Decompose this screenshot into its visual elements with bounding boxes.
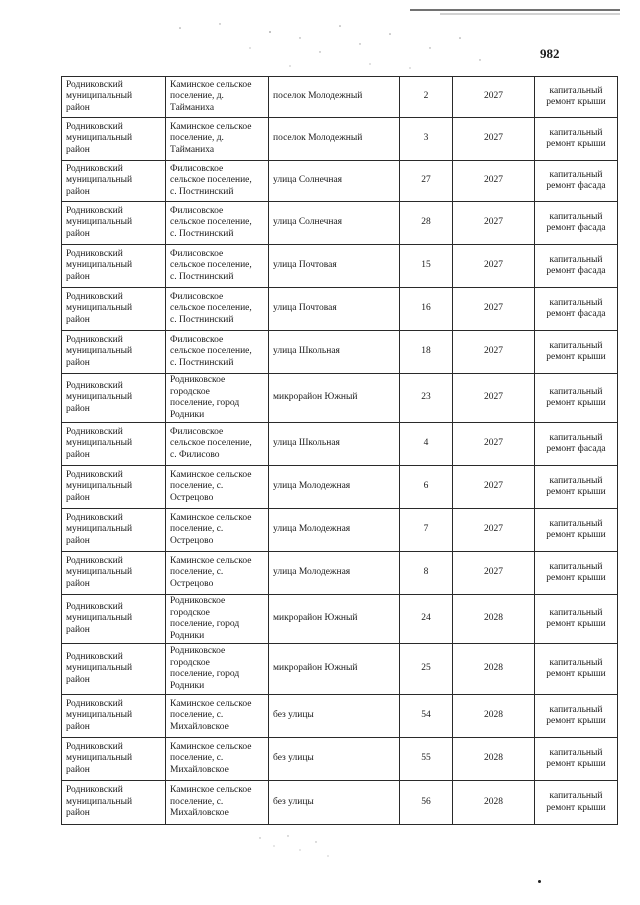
cell-settlement: Каминское сельское поселение, д. Тайманиха	[166, 77, 269, 118]
cell-house-number: 8	[400, 552, 453, 595]
cell-house-number: 4	[400, 423, 453, 466]
cell-year: 2027	[453, 423, 535, 466]
cell-house-number: 55	[400, 738, 453, 781]
table-row	[62, 423, 618, 466]
cell-street: поселок Молодежный	[269, 118, 400, 161]
cell-settlement: Филисовское сельское поселение, с. Постнинский	[166, 202, 269, 245]
cell-year: 2027	[453, 552, 535, 595]
cell-house-number: 2	[400, 77, 453, 118]
cell-district: Родниковский муниципальный район	[62, 423, 166, 466]
table-row	[62, 644, 618, 695]
cell-district: Родниковский муниципальный район	[62, 77, 166, 118]
scan-dot	[538, 880, 541, 883]
scan-noise-top	[60, 8, 620, 78]
table-row	[62, 77, 618, 118]
cell-year: 2027	[453, 331, 535, 374]
cell-year: 2027	[453, 161, 535, 202]
table-row	[62, 202, 618, 245]
cell-street: улица Молодежная	[269, 509, 400, 552]
table-row	[62, 552, 618, 595]
cell-street: улица Почтовая	[269, 245, 400, 288]
cell-district: Родниковский муниципальный район	[62, 781, 166, 825]
cell-house-number: 16	[400, 288, 453, 331]
cell-settlement: Каминское сельское поселение, с. Михайловское	[166, 781, 269, 825]
cell-house-number: 28	[400, 202, 453, 245]
cell-year: 2028	[453, 595, 535, 644]
cell-street: без улицы	[269, 695, 400, 738]
cell-work-type: капитальный ремонт крыши	[535, 644, 618, 695]
cell-district: Родниковский муниципальный район	[62, 331, 166, 374]
cell-work-type: капитальный ремонт крыши	[535, 781, 618, 825]
cell-district: Родниковский муниципальный район	[62, 118, 166, 161]
cell-settlement: Родниковское городское поселение, город Родники	[166, 374, 269, 423]
cell-district: Родниковский муниципальный район	[62, 245, 166, 288]
cell-street: улица Почтовая	[269, 288, 400, 331]
table-row	[62, 331, 618, 374]
cell-year: 2027	[453, 509, 535, 552]
scan-noise-bottom	[240, 828, 360, 868]
cell-house-number: 23	[400, 374, 453, 423]
cell-year: 2027	[453, 374, 535, 423]
cell-work-type: капитальный ремонт фасада	[535, 202, 618, 245]
cell-work-type: капитальный ремонт крыши	[535, 738, 618, 781]
cell-district: Родниковский муниципальный район	[62, 202, 166, 245]
cell-street: микрорайон Южный	[269, 595, 400, 644]
cell-settlement: Родниковское городское поселение, город Родники	[166, 595, 269, 644]
cell-work-type: капитальный ремонт крыши	[535, 509, 618, 552]
cell-settlement: Каминское сельское поселение, д. Тайманиха	[166, 118, 269, 161]
cell-house-number: 24	[400, 595, 453, 644]
cell-work-type: капитальный ремонт крыши	[535, 331, 618, 374]
cell-district: Родниковский муниципальный район	[62, 595, 166, 644]
cell-year: 2027	[453, 118, 535, 161]
registry-table	[61, 76, 618, 825]
cell-year: 2028	[453, 695, 535, 738]
cell-settlement: Филисовское сельское поселение, с. Постнинский	[166, 245, 269, 288]
cell-house-number: 54	[400, 695, 453, 738]
cell-work-type: капитальный ремонт крыши	[535, 552, 618, 595]
cell-house-number: 15	[400, 245, 453, 288]
cell-street: улица Солнечная	[269, 161, 400, 202]
cell-district: Родниковский муниципальный район	[62, 509, 166, 552]
cell-house-number: 7	[400, 509, 453, 552]
cell-street: без улицы	[269, 781, 400, 825]
cell-year: 2028	[453, 644, 535, 695]
cell-district: Родниковский муниципальный район	[62, 552, 166, 595]
cell-district: Родниковский муниципальный район	[62, 288, 166, 331]
cell-house-number: 56	[400, 781, 453, 825]
cell-work-type: капитальный ремонт крыши	[535, 374, 618, 423]
cell-work-type: капитальный ремонт фасада	[535, 161, 618, 202]
table-row	[62, 781, 618, 825]
page-number: 982	[540, 46, 560, 61]
table-row	[62, 161, 618, 202]
table-row	[62, 288, 618, 331]
cell-street: улица Молодежная	[269, 552, 400, 595]
cell-work-type: капитальный ремонт крыши	[535, 77, 618, 118]
table-row	[62, 509, 618, 552]
table-row	[62, 738, 618, 781]
cell-street: без улицы	[269, 738, 400, 781]
cell-work-type: капитальный ремонт крыши	[535, 466, 618, 509]
cell-work-type: капитальный ремонт крыши	[535, 595, 618, 644]
cell-district: Родниковский муниципальный район	[62, 374, 166, 423]
cell-street: улица Школьная	[269, 331, 400, 374]
cell-year: 2028	[453, 781, 535, 825]
cell-settlement: Каминское сельское поселение, с. Михайловское	[166, 738, 269, 781]
cell-district: Родниковский муниципальный район	[62, 738, 166, 781]
cell-district: Родниковский муниципальный район	[62, 695, 166, 738]
cell-settlement: Филисовское сельское поселение, с. Постнинский	[166, 161, 269, 202]
cell-street: улица Солнечная	[269, 202, 400, 245]
cell-settlement: Филисовское сельское поселение, с. Постнинский	[166, 331, 269, 374]
cell-work-type: капитальный ремонт фасада	[535, 423, 618, 466]
cell-house-number: 3	[400, 118, 453, 161]
cell-street: микрорайон Южный	[269, 644, 400, 695]
cell-settlement: Филисовское сельское поселение, с. Постнинский	[166, 288, 269, 331]
cell-work-type: капитальный ремонт фасада	[535, 288, 618, 331]
cell-district: Родниковский муниципальный район	[62, 161, 166, 202]
cell-settlement: Каминское сельское поселение, с. Михайловское	[166, 695, 269, 738]
table-row	[62, 118, 618, 161]
table-row	[62, 466, 618, 509]
cell-year: 2027	[453, 202, 535, 245]
table-row	[62, 245, 618, 288]
table-row	[62, 695, 618, 738]
table-row	[62, 374, 618, 423]
cell-year: 2027	[453, 245, 535, 288]
cell-year: 2028	[453, 738, 535, 781]
cell-year: 2027	[453, 77, 535, 118]
cell-year: 2027	[453, 288, 535, 331]
cell-settlement: Каминское сельское поселение, с. Острецово	[166, 466, 269, 509]
cell-year: 2027	[453, 466, 535, 509]
cell-settlement: Филисовское сельское поселение, с. Филисово	[166, 423, 269, 466]
table-row	[62, 595, 618, 644]
cell-work-type: капитальный ремонт крыши	[535, 695, 618, 738]
cell-house-number: 27	[400, 161, 453, 202]
registry-table-body	[62, 77, 618, 825]
cell-settlement: Каминское сельское поселение, с. Острецово	[166, 552, 269, 595]
cell-district: Родниковский муниципальный район	[62, 466, 166, 509]
cell-street: улица Молодежная	[269, 466, 400, 509]
cell-street: микрорайон Южный	[269, 374, 400, 423]
cell-street: поселок Молодежный	[269, 77, 400, 118]
cell-district: Родниковский муниципальный район	[62, 644, 166, 695]
cell-house-number: 6	[400, 466, 453, 509]
cell-work-type: капитальный ремонт крыши	[535, 118, 618, 161]
cell-settlement: Каминское сельское поселение, с. Острецово	[166, 509, 269, 552]
cell-house-number: 18	[400, 331, 453, 374]
cell-work-type: капитальный ремонт фасада	[535, 245, 618, 288]
cell-settlement: Родниковское городское поселение, город Родники	[166, 644, 269, 695]
cell-house-number: 25	[400, 644, 453, 695]
cell-street: улица Школьная	[269, 423, 400, 466]
